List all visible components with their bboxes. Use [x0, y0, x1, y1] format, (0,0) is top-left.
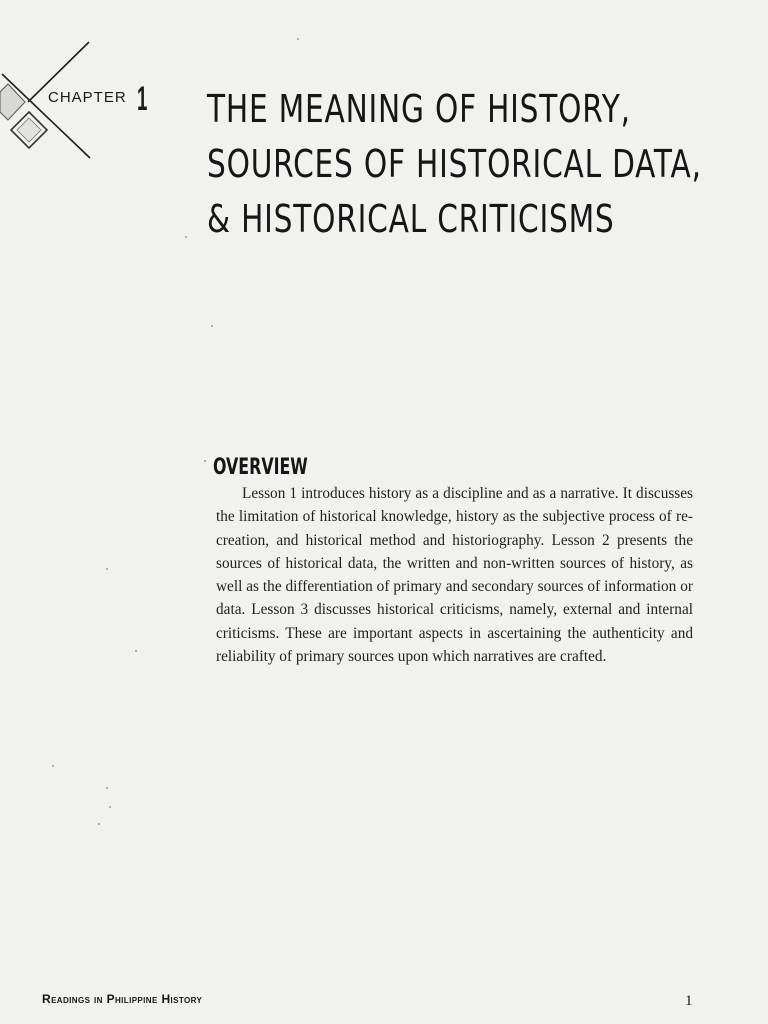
- chapter-title-line-3: & HISTORICAL CRITICISMS: [207, 197, 615, 241]
- scan-speck: [106, 568, 108, 570]
- scan-speck: [52, 765, 54, 767]
- chapter-title-line-1: THE MEANING OF HISTORY,: [207, 87, 631, 131]
- scan-speck: [106, 787, 108, 789]
- scan-speck: [297, 38, 299, 40]
- scan-speck: [204, 460, 206, 462]
- chapter-number: 1: [137, 80, 148, 118]
- scan-speck: [211, 325, 213, 327]
- scan-speck: [98, 823, 100, 825]
- scan-speck: [135, 650, 137, 652]
- chapter-label: CHAPTER: [48, 89, 127, 106]
- chapter-title: [207, 82, 747, 247]
- overview-heading: OVERVIEW: [213, 455, 308, 481]
- scan-speck: [109, 806, 111, 808]
- chapter-title-line-2: SOURCES OF HISTORICAL DATA,: [207, 142, 702, 186]
- overview-paragraph: Lesson 1 introduces history as a discipline and as a narrative. It discusses the limitation of historical knowledge, history as the subjective process of re-creation, and historical method and historiography. Lesson 2 presents the sources of historical data, the written and non-written sources of history, as well as the differentiation of primary and secondary sources of information or data. Lesson 3 discusses historical criticisms, namely, external and internal criticisms. These are important aspects in ascertaining the authenticity and reliability of primary sources upon which narratives are crafted.: [216, 485, 693, 666]
- scan-speck: [185, 236, 187, 238]
- page-number: 1: [685, 993, 693, 1009]
- footer-book-title: Readings in Philippine History: [42, 992, 203, 1006]
